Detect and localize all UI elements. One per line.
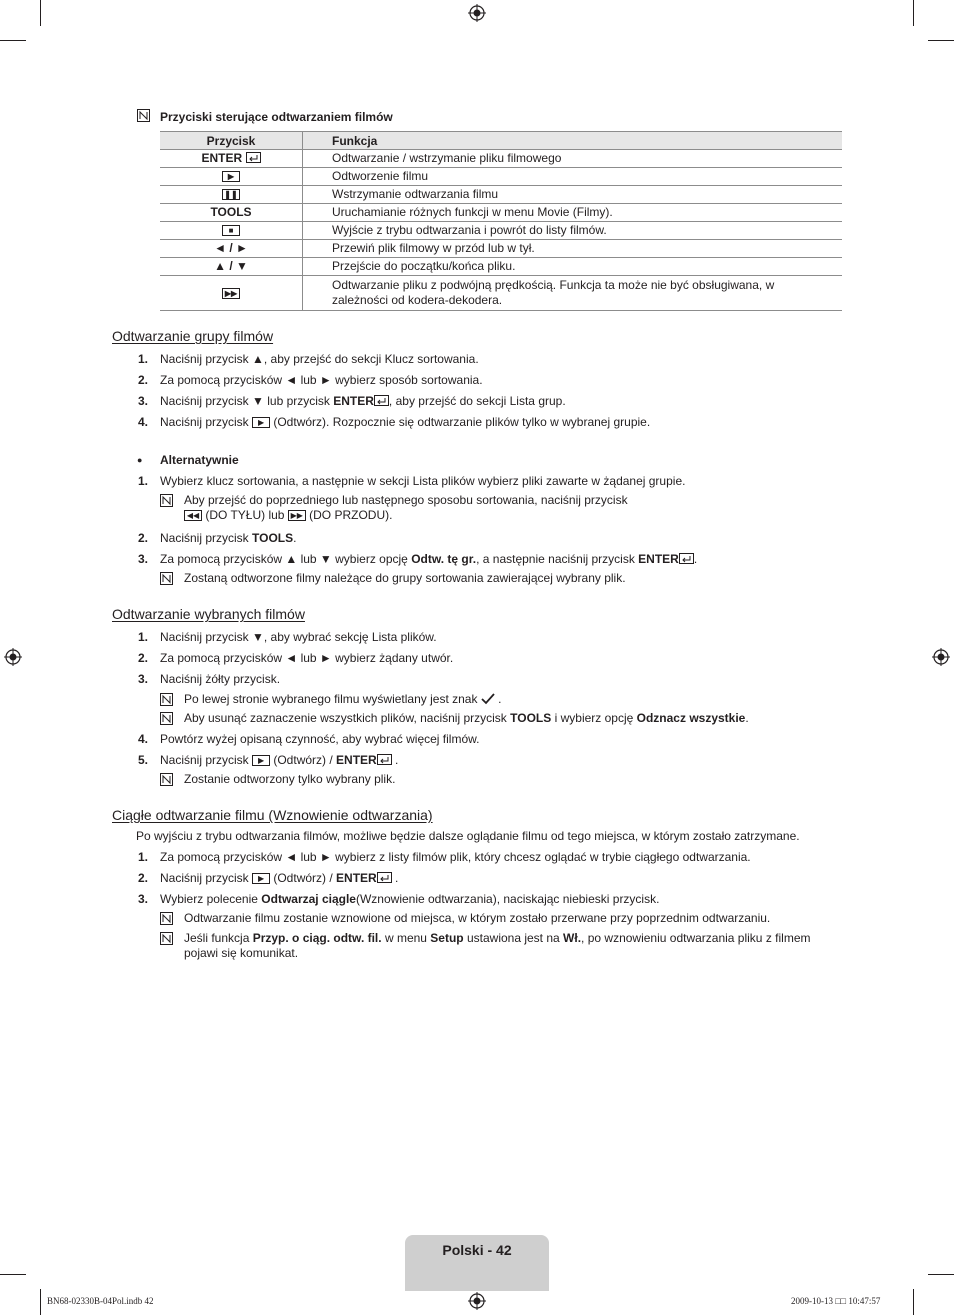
option-label: Przyp. o ciąg. odtw. fil. [252, 931, 382, 945]
tools-key-label: TOOLS [252, 531, 294, 545]
table-row [160, 150, 842, 168]
step-text-part: . [293, 531, 297, 545]
table-row [160, 276, 842, 311]
fast-forward-button-icon: ▶▶ [288, 510, 306, 521]
option-label: Odznacz wszystkie [636, 711, 746, 725]
function-cell: Wstrzymanie odtwarzania filmu [303, 186, 843, 204]
enter-icon [377, 754, 392, 765]
step-number: 3. [138, 892, 149, 906]
key-cell [160, 276, 303, 311]
step-text-part: . [693, 552, 698, 566]
step-number: 3. [138, 672, 149, 686]
step-text: Naciśnij przycisk ▲, aby przejść do sekcji Klucz sortowania. [160, 352, 479, 366]
key-cell: ◄ / ► [160, 240, 303, 258]
tools-key-label: TOOLS [510, 711, 552, 725]
section-heading: Ciągłe odtwarzanie filmu (Wznowienie odtwarzania) [112, 807, 433, 823]
step-text: Naciśnij przycisk ▶ (Odtwórz) / ENTER . [160, 753, 399, 767]
step-text: Za pomocą przycisków ◄ lub ► wybierz żądany utwór. [160, 651, 454, 665]
function-cell: Odtwarzanie pliku z podwójną prędkością. Funkcja ta może nie być obsługiwana, w zależności od kodera-dekodera. [303, 276, 843, 311]
fast-forward-button-icon: ▶▶ [222, 288, 240, 299]
table-caption: Przyciski sterujące odtwarzaniem filmów [160, 110, 393, 124]
enter-icon [374, 395, 389, 406]
crop-mark [0, 1274, 26, 1275]
step-text: Naciśnij przycisk ▶ (Odtwórz) / ENTER . [160, 871, 399, 885]
play-button-icon: ▶ [222, 171, 240, 182]
date-imprint: 2009-10-13 □□ 10:47:57 [791, 1296, 881, 1306]
note-text [184, 931, 824, 961]
table-row [160, 240, 842, 258]
key-cell: TOOLS [160, 204, 303, 222]
note-text-part: , po wznowieniu odtwarzania pliku z filmem pojawi się komunikat. [184, 931, 811, 960]
enter-icon [246, 152, 261, 163]
note-text-part: (DO TYŁU) lub [202, 508, 288, 522]
step-number: 1. [138, 352, 149, 366]
play-button-icon: ▶ [252, 417, 270, 428]
step-text-part: (Odtwórz). Rozpocznie się odtwarzanie plików tylko w wybranej grupie. [270, 415, 651, 429]
crop-mark [0, 40, 26, 41]
note-icon [160, 494, 173, 507]
step-number: 5. [138, 753, 149, 767]
column-header: Przycisk [160, 132, 303, 150]
step-number: 2. [138, 531, 149, 545]
crop-mark [913, 1289, 914, 1315]
alternative-title: Alternatywnie [160, 453, 239, 467]
step-text [160, 394, 850, 409]
step-text-part: Naciśnij przycisk [160, 753, 253, 767]
note-icon [160, 693, 173, 706]
note-text: Zostaną odtworzone filmy należące do grupy sortowania zawierającej wybrany plik. [184, 571, 626, 585]
step-number: 2. [138, 373, 149, 387]
note-item [112, 493, 832, 525]
step-text-part: Za pomocą przycisków ▲ lub ▼ wybierz opcję [160, 552, 412, 566]
table-row [160, 222, 842, 240]
note-text-part: (DO PRZODU). [305, 508, 393, 522]
step-text-part: Naciśnij przycisk [160, 415, 253, 429]
step-text-part: (Odtwórz) / [270, 871, 337, 885]
enter-key-label: ENTER [336, 753, 377, 767]
note-text-part: Aby usunąć zaznaczenie wszystkich plików, naciśnij przycisk [184, 711, 511, 725]
enter-key-label: ENTER [336, 871, 377, 885]
note-icon [137, 109, 150, 122]
enter-key-label: ENTER [638, 552, 679, 566]
checkmark-icon [481, 693, 495, 705]
page-number: Polski - 42 [442, 1242, 512, 1258]
note-icon [160, 932, 173, 945]
rewind-button-icon: ◀◀ [184, 510, 202, 521]
note-icon [160, 712, 173, 725]
step-text-part: (Wznowienie odtwarzania), naciskając niebieski przycisk. [355, 892, 660, 906]
crop-mark [928, 1274, 954, 1275]
step-text [160, 415, 850, 430]
registration-mark-icon [932, 648, 950, 666]
registration-mark-icon [4, 648, 22, 666]
registration-mark-icon [468, 4, 486, 22]
step-number: 2. [138, 651, 149, 665]
step-text: Naciśnij żółty przycisk. [160, 672, 281, 686]
step-text-part: (Odtwórz) / [270, 753, 337, 767]
key-cell [160, 186, 303, 204]
function-cell: Przejście do początku/końca pliku. [303, 258, 843, 276]
file-imprint: BN68-02330B-04Pol.indb 42 [47, 1296, 154, 1306]
crop-mark [40, 0, 41, 26]
play-button-icon: ▶ [252, 755, 270, 766]
note-icon [160, 912, 173, 925]
crop-mark [928, 40, 954, 41]
note-text: Odtwarzanie filmu zostanie wznowione od miejsca, w którym zostało przerwane przy poprzednim odtwarzaniu. [184, 911, 771, 925]
function-cell: Uruchamianie różnych funkcji w menu Movie (Filmy). [303, 204, 843, 222]
option-label: Odtw. tę gr. [411, 552, 477, 566]
table-row [160, 168, 842, 186]
step-text: Za pomocą przycisków ◄ lub ► wybierz z listy filmów plik, który chcesz oglądać w trybie ciągłego odtwarzania. [160, 850, 751, 864]
step-number: 4. [138, 415, 149, 429]
function-cell: Przewiń plik filmowy w przód lub w tył. [303, 240, 843, 258]
note-text: Zostanie odtworzony tylko wybrany plik. [184, 772, 396, 786]
note-text-part: Aby przejść do poprzedniego lub następnego sposobu sortowania, naciśnij przycisk [184, 493, 628, 507]
note-icon [160, 572, 173, 585]
menu-label: Setup [430, 931, 464, 945]
function-cell: Odtworzenie filmu [303, 168, 843, 186]
key-cell: ▲ / ▼ [160, 258, 303, 276]
table-row [160, 186, 842, 204]
step-text: Wybierz klucz sortowania, a następnie w sekcji Lista plików wybierz pliki zawarte w żądanej grupie. [160, 474, 686, 488]
step-number: 2. [138, 871, 149, 885]
note-text: Aby usunąć zaznaczenie wszystkich plików, naciśnij przycisk TOOLS i wybierz opcję Odznacz wszystkie. [184, 711, 749, 725]
table-row [160, 204, 842, 222]
note-text: Po lewej stronie wybranego filmu wyświetlany jest znak . [184, 692, 502, 706]
key-cell [160, 168, 303, 186]
step-text-part: Naciśnij przycisk [160, 871, 253, 885]
enter-icon [377, 872, 392, 883]
column-header: Funkcja [303, 132, 843, 150]
enter-icon [679, 553, 694, 564]
table-row [160, 258, 842, 276]
key-cell [160, 150, 303, 168]
crop-mark [40, 1289, 41, 1315]
table-header-row [160, 132, 842, 150]
step-number: 3. [138, 552, 149, 566]
step-text-part: , aby przejść do sekcji Lista grup. [388, 394, 566, 408]
step-number: 1. [138, 850, 149, 864]
step-text-part: Naciśnij przycisk ▼ lub przycisk [160, 394, 334, 408]
step-text-part: Wybierz polecenie [160, 892, 262, 906]
step-text [160, 892, 850, 907]
step-text: Naciśnij przycisk ▼, aby wybrać sekcję Lista plików. [160, 630, 437, 644]
note-text-part: w menu [381, 931, 431, 945]
bullet-icon: ● [137, 455, 143, 465]
note-text-part: ustawiona jest na [463, 931, 564, 945]
step-text-part: Naciśnij przycisk [160, 531, 253, 545]
registration-mark-icon [468, 1292, 486, 1310]
section-heading: Odtwarzanie grupy filmów [112, 328, 274, 344]
step-text-part: , a następnie naciśnij przycisk [476, 552, 639, 566]
note-text-part: Po lewej stronie wybranego filmu wyświetlany jest znak [184, 692, 478, 706]
note-text-part: i wybierz opcję [551, 711, 637, 725]
note-text [184, 493, 824, 523]
step-number: 3. [138, 394, 149, 408]
key-label: ENTER [201, 151, 243, 165]
function-cell: Wyjście z trybu odtwarzania i powrót do listy filmów. [303, 222, 843, 240]
step-number: 1. [138, 630, 149, 644]
step-text [160, 552, 850, 567]
pause-button-icon: ❚❚ [222, 189, 240, 200]
step-number: 4. [138, 732, 149, 746]
section-heading: Odtwarzanie wybranych filmów [112, 606, 305, 622]
key-cell [160, 222, 303, 240]
play-button-icon: ▶ [252, 873, 270, 884]
intro-text: Po wyjściu z trybu odtwarzania filmów, możliwe będzie dalsze oglądanie filmu od tego miejsca, w którym zostało zatrzymane. [136, 829, 800, 843]
enter-key-label: ENTER [333, 394, 374, 408]
controls-table [160, 131, 842, 311]
step-text: Powtórz wyżej opisaną czynność, aby wybrać więcej filmów. [160, 732, 480, 746]
crop-mark [913, 0, 914, 26]
note-text-part: Jeśli funkcja [184, 931, 253, 945]
step-text: Za pomocą przycisków ◄ lub ► wybierz sposób sortowania. [160, 373, 483, 387]
step-text [160, 531, 850, 546]
note-item [112, 931, 832, 963]
value-label: Wł. [563, 931, 582, 945]
function-cell: Odtwarzanie / wstrzymanie pliku filmowego [303, 150, 843, 168]
stop-button-icon: ■ [222, 225, 240, 236]
step-number: 1. [138, 474, 149, 488]
option-label: Odtwarzaj ciągle [261, 892, 356, 906]
note-icon [160, 773, 173, 786]
